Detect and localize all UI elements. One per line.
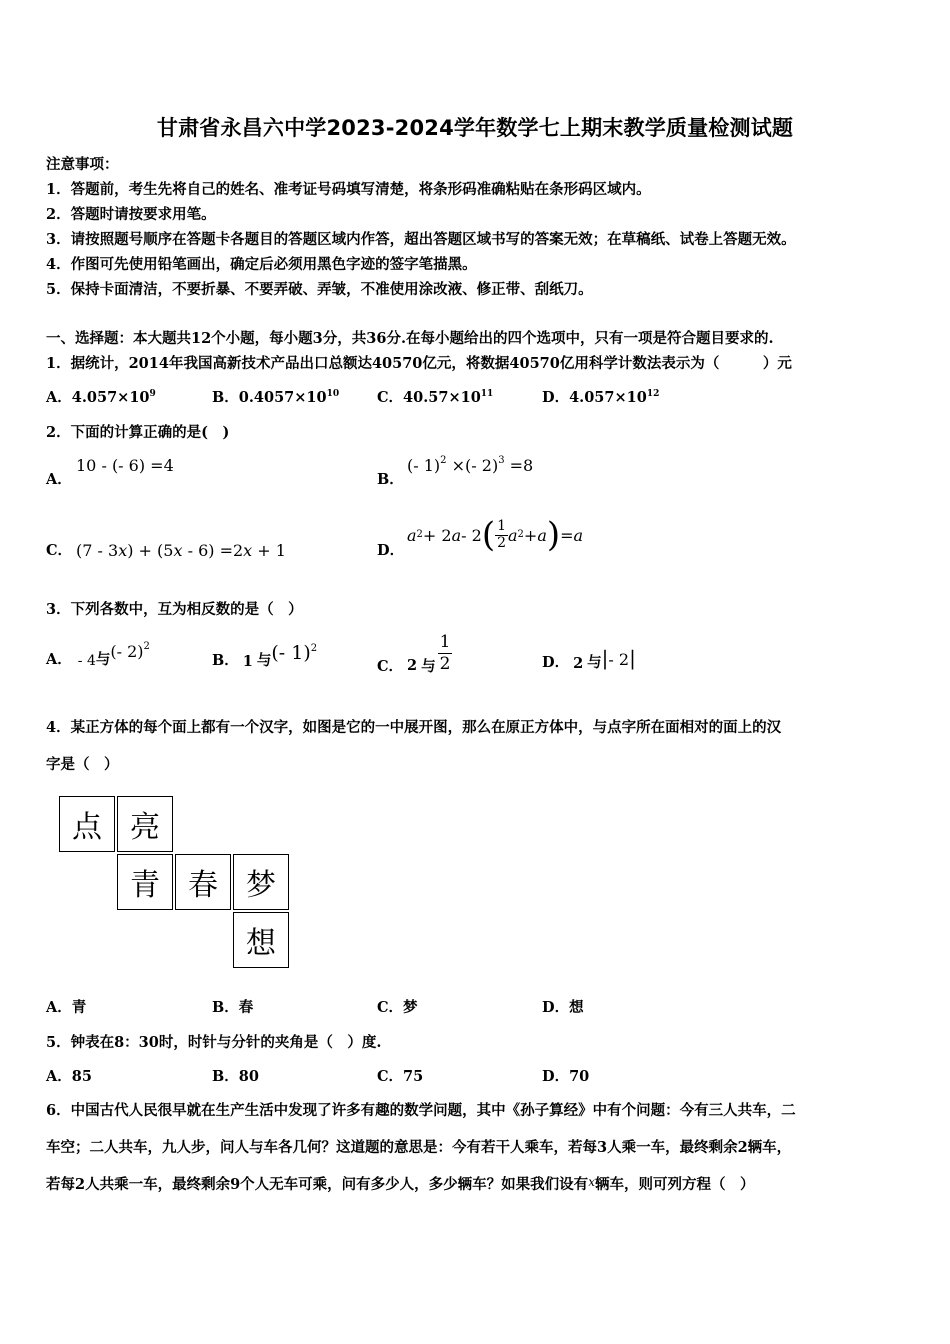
q2-b-exp1: 2 [440, 455, 447, 466]
q2-c-var3: x [243, 541, 253, 560]
q3-b-right [271, 642, 317, 664]
q2-b-part2: ×(- 2) [446, 456, 499, 475]
q3-c-label: C． [377, 657, 404, 675]
q2-b-label: B． [377, 471, 404, 488]
cube-face-5: 梦 [233, 854, 289, 910]
q2-c-var2: x [173, 541, 183, 560]
q2-stem: 2．下面的计算正确的是( ) [46, 424, 230, 441]
q2-d-numerator: 1 [497, 518, 506, 535]
q2-d-right-paren: ) [546, 515, 561, 555]
q2-d-part1: + 2 [422, 525, 452, 545]
q6-line3-pre: 若每2人共乘一车，最终剩余9个人无车可乘，问有多少人，多少辆车？如果我们设有 [46, 1176, 589, 1193]
page-title: 甘肃省永昌六中学2023-2024学年数学七上期末教学质量检测试题 [156, 116, 794, 140]
cube-face-3: 青 [117, 854, 173, 910]
q3-b-exp: 2 [310, 643, 318, 654]
q3-option-c [377, 630, 452, 676]
q3-c-fraction [438, 632, 453, 674]
q6-line2: 车空；二人共车，九人步，问人与车各几何？这道题的意思是：今有若干人乘车，若每3人乘一车，最终剩余2辆车， [46, 1139, 792, 1156]
q2-d-part2: - 2 [461, 525, 482, 545]
q1-c-base: 40.57×10 [403, 389, 481, 406]
q1-a-exp: 9 [149, 389, 156, 399]
notes-heading: 注意事项： [46, 156, 119, 173]
note-item-4: 4．作图可先使用铅笔画出，确定后必须用黑色字迹的签字笔描黑。 [46, 256, 477, 273]
q2-option-d-expr: a 2 + 2 a - 2 ( $\frac{1}{2}$ a 2 + a ) = a [407, 515, 584, 555]
q2-c-part4: + 1 [252, 541, 286, 560]
note-item-2: 2．答题时请按要求用笔。 [46, 206, 216, 223]
q2-c-part1: (7 - 3 [76, 541, 119, 560]
q3-d-value: - 2 [608, 650, 630, 669]
q4-option-b: B．春 [212, 999, 254, 1016]
q3-b-base: (- 1) [271, 642, 311, 664]
q2-option-a-expr: 10 - (- 6) =4 [76, 456, 174, 475]
q3-a-with: 与 [95, 651, 111, 668]
q3-option-a [46, 641, 150, 669]
q2-b-part1: (- 1) [407, 456, 441, 475]
note-item-1: 1．答题前，考生先将自己的姓名、准考证号码填写清楚，将条形码准确粘贴在条形码区域内。 [46, 181, 651, 198]
q6-line3 [46, 1173, 754, 1194]
q3-c-with: 与 [421, 657, 436, 675]
q4-option-d: D．想 [542, 999, 584, 1016]
q3-d-abs-left-bar: | [601, 646, 609, 670]
q4-stem-line1: 4．某正方体的每个面上都有一个汉字，如图是它的一中展开图，那么在原正方体中，与点字所在面相对的面上的汉 [46, 719, 782, 736]
q5-option-d: D．70 [542, 1068, 590, 1085]
q1-b-base: 0.4057×10 [238, 389, 327, 406]
note-item-3: 3．请按照题号顺序在答题卡各题目的答题区域内作答，超出答题区域书写的答案无效；在草稿纸、试卷上答题无效。 [46, 231, 796, 248]
q1-option-c [377, 386, 493, 407]
q1-d-base: 4.057×10 [569, 389, 647, 406]
q4-option-a: A．青 [46, 999, 87, 1016]
q2-d-denominator: 2 [497, 534, 506, 551]
cube-face-6: 想 [233, 912, 289, 968]
q2-option-b-expr [407, 456, 533, 475]
q2-d-var2: a [451, 525, 462, 545]
q2-d-var5: a [573, 525, 584, 545]
q2-d-var4: a [537, 525, 547, 545]
q4-stem-line2: 字是（ ） [46, 756, 119, 773]
q2-c-part3: - 6) =2 [182, 541, 244, 560]
q3-a-label: A． [46, 651, 72, 668]
q6-line3-var: x [588, 1175, 595, 1189]
q2-option-c-expr [76, 541, 286, 560]
q2-d-var1: a [407, 525, 417, 545]
q1-b-exp: 10 [326, 389, 340, 399]
q3-a-exp: 2 [143, 641, 150, 652]
q5-option-c: C．75 [377, 1068, 424, 1085]
q3-option-d [542, 648, 636, 672]
q2-b-part3: =8 [504, 456, 534, 475]
q1-option-a [46, 386, 156, 407]
q4-option-c: C．梦 [377, 999, 418, 1016]
q3-c-denominator: 2 [439, 653, 451, 674]
q1-a-base: 4.057×10 [71, 389, 150, 406]
q1-c-label: C． [377, 389, 404, 406]
q2-d-part3: + [523, 525, 538, 545]
q2-d-fraction [495, 519, 508, 551]
q1-option-b [212, 386, 339, 407]
section-heading: 一、选择题：本大题共12个小题，每小题3分，共36分.在每小题给出的四个选项中，只有一项是符合题目要求的. [46, 330, 774, 347]
q1-stem: 1．据统计，2014年我国高新技术产品出口总额达40570亿元，将数据40570亿用科学计数法表示为（ ）元 [46, 355, 792, 372]
q3-d-label: D． [542, 654, 570, 671]
q6-line1: 6．中国古代人民很早就在生产生活中发现了许多有趣的数学问题，其中《孙子算经》中有个问题：今有三人共车，二 [46, 1102, 796, 1119]
cube-face-4: 春 [175, 854, 231, 910]
q3-a-right [110, 642, 150, 661]
q3-d-left: 2 [573, 655, 584, 672]
q2-d-var3: a [508, 525, 518, 545]
q2-c-var1: x [118, 541, 128, 560]
q6-line3-post: 辆车，则可列方程（ ） [594, 1176, 755, 1193]
note-item-5: 5．保持卡面清洁，不要折暴、不要弄破、弄皱，不准使用涂改液、修正带、刮纸刀。 [46, 281, 593, 298]
q1-option-d [542, 386, 659, 407]
q3-a-left: - 4 [77, 653, 96, 669]
q1-a-label: A． [46, 389, 72, 406]
cube-face-1: 点 [59, 796, 115, 852]
q2-c-label: C． [46, 542, 73, 559]
q3-d-abs [602, 646, 636, 670]
q3-d-abs-right-bar: | [629, 646, 636, 670]
q3-b-with: 与 [256, 652, 272, 669]
q3-stem: 3．下列各数中，互为相反数的是（ ） [46, 601, 303, 618]
q3-c-left: 2 [407, 656, 418, 674]
q1-d-label: D． [542, 389, 570, 406]
q3-c-numerator: 1 [439, 632, 451, 653]
q2-c-part2: ) + (5 [127, 541, 174, 560]
q5-stem: 5．钟表在8：30时，时针与分针的夹角是（ ）度. [46, 1034, 382, 1051]
q3-b-left: 1 [242, 653, 253, 670]
q1-b-label: B． [212, 389, 239, 406]
q3-a-base: (- 2) [110, 642, 144, 661]
q2-a-label: A． [46, 471, 72, 488]
q5-option-b: B．80 [212, 1068, 259, 1085]
q2-d-part4: = [560, 525, 574, 545]
q2-d-label: D． [377, 542, 405, 559]
cube-face-2: 亮 [117, 796, 173, 852]
q1-c-exp: 11 [480, 389, 494, 399]
q3-option-b [212, 642, 318, 670]
q3-d-with: 与 [587, 654, 602, 671]
q1-d-exp: 12 [646, 389, 660, 399]
q2-d-left-paren: ( [481, 515, 496, 555]
q2-b-exp2: 3 [498, 455, 505, 466]
q5-option-a: A．85 [46, 1068, 92, 1085]
q3-b-label: B． [212, 652, 239, 669]
